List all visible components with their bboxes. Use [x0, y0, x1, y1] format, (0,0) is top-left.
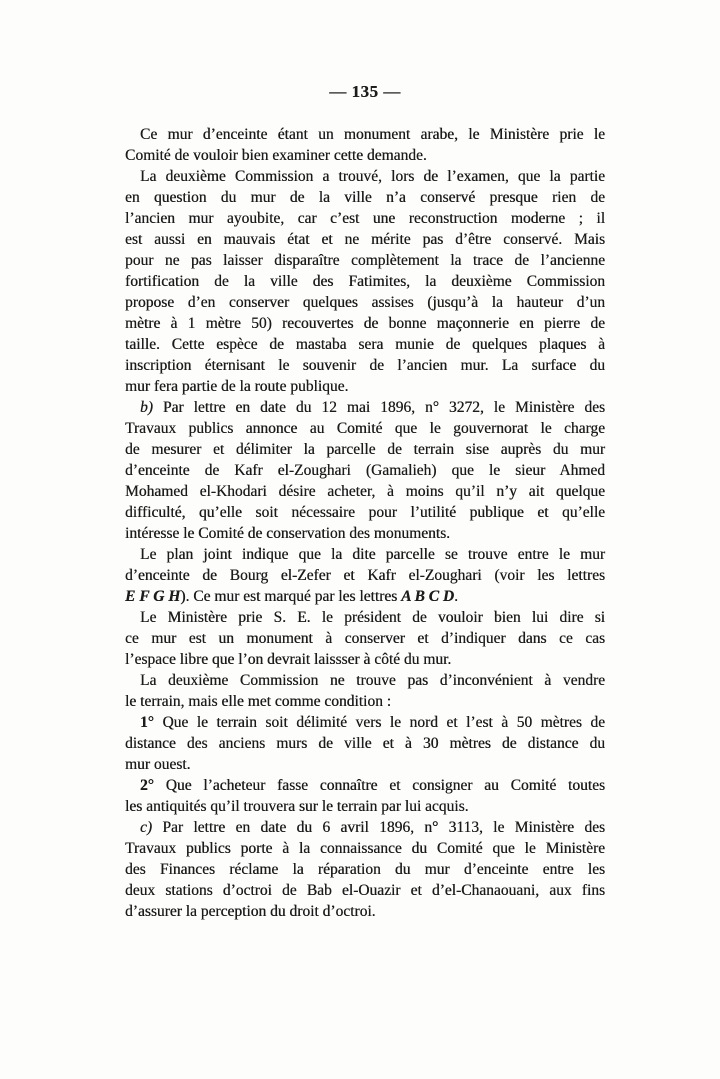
- text-segment: Travaux publics annonce au Comité que le gouvernorat le charge: [125, 420, 605, 437]
- text-line: [125, 649, 605, 670]
- paragraph: [125, 397, 605, 544]
- text-segment: La deuxième Commission ne trouve pas d’inconvénient à vendre: [140, 672, 605, 689]
- text-segment: inscription éternisant le souvenir de l’ancien mur. La surface du: [125, 357, 605, 374]
- text-segment: Que l’acheteur fasse connaître et consigner au Comité toutes: [165, 777, 605, 794]
- text-line: [125, 691, 605, 712]
- text-line: [125, 250, 605, 271]
- text-segment: ce mur est un monument à conserver et d’indiquer dans ce cas: [125, 630, 605, 647]
- text-segment: l’espace libre que l’on devrait laissser à côté du mur.: [125, 651, 452, 668]
- text-segment: mur fera partie de la route publique.: [125, 378, 349, 395]
- text-line: [125, 838, 605, 859]
- text-segment: difficulté, qu’elle soit nécessaire pour l’utilité publique et qu’elle: [125, 504, 605, 521]
- page-number: — 135 —: [329, 82, 401, 101]
- text-segment: taille. Cette espèce de mastaba sera munie de quelques plaques à: [125, 336, 605, 353]
- text-segment: Ce mur d’enceinte étant un monument arabe, le Ministère prie le: [140, 126, 605, 143]
- text-line: [125, 481, 605, 502]
- text-segment: ). Ce mur est marqué par les lettres: [180, 588, 402, 605]
- text-segment: les antiquités qu’il trouvera sur le terrain par lui acquis.: [125, 798, 469, 815]
- text-segment: d’assurer la perception du droit d’octroi.: [125, 903, 376, 920]
- text-segment: Comité de vouloir bien examiner cette demande.: [125, 147, 427, 164]
- paragraph: [125, 166, 605, 397]
- text-segment: E F G H: [125, 588, 181, 605]
- text-line: [125, 523, 605, 544]
- text-segment: pour ne pas laisser disparaître complètement la trace de l’ancienne: [125, 252, 605, 269]
- text-line: [125, 460, 605, 481]
- text-segment: propose d’en conserver quelques assises (jusqu’à la hauteur d’un: [125, 294, 605, 311]
- text-segment: deux stations d’octroi de Bab el-Ouazir et d’el-Chanaouani, aux fins: [125, 882, 605, 899]
- text-line: [125, 901, 605, 922]
- text-line: [125, 565, 605, 586]
- text-line: [125, 544, 605, 565]
- text-line: [125, 775, 605, 796]
- text-line: [125, 670, 605, 691]
- text-segment: fortification de la ville des Fatimites, la deuxième Commission: [125, 273, 605, 290]
- text-segment: distance des anciens murs de ville et à 30 mètres de distance du: [125, 735, 605, 752]
- paragraph: [125, 817, 605, 922]
- text-segment: est aussi en mauvais état et ne mérite pas d’être conservé. Mais: [125, 231, 605, 248]
- paragraph: [125, 670, 605, 712]
- paragraph: [125, 712, 605, 775]
- text-line: [125, 418, 605, 439]
- text-line: [125, 397, 605, 418]
- text-line: [125, 292, 605, 313]
- text-segment: de mesurer et délimiter la parcelle de terrain sise auprès du mur: [125, 441, 605, 458]
- text-segment: d’enceinte de Kafr el-Zoughari (Gamalieh) que le sieur Ahmed: [125, 462, 605, 479]
- text-line: [125, 607, 605, 628]
- text-segment: A B C D: [401, 588, 455, 605]
- text-line: [125, 334, 605, 355]
- text-segment: des Finances réclame la réparation du mur d’enceinte entre les: [125, 861, 605, 878]
- text-segment: mètre à 1 mètre 50) recouvertes de bonne maçonnerie en pierre de: [125, 315, 605, 332]
- text-segment: 1°: [140, 714, 163, 731]
- paragraph: [125, 607, 605, 670]
- text-line: [125, 355, 605, 376]
- text-segment: .: [454, 588, 458, 605]
- text-line: [125, 271, 605, 292]
- text-line: [125, 313, 605, 334]
- paragraph: [125, 544, 605, 607]
- text-line: [125, 376, 605, 397]
- text-line: [125, 628, 605, 649]
- text-line: [125, 124, 605, 145]
- paragraph: [125, 775, 605, 817]
- text-segment: 2°: [140, 777, 166, 794]
- paragraph: [125, 124, 605, 166]
- text-segment: Que le terrain soit délimité vers le nord et l’est à 50 mètres de: [162, 714, 605, 731]
- text-line: [125, 145, 605, 166]
- text-segment: le terrain, mais elle met comme condition :: [125, 693, 391, 710]
- text-segment: Travaux publics porte à la connaissance du Comité que le Ministère: [125, 840, 605, 857]
- text-segment: mur ouest.: [125, 756, 191, 773]
- text-segment: l’ancien mur ayoubite, car c’est une reconstruction moderne ; il: [125, 210, 605, 227]
- text-segment: intéresse le Comité de conservation des monuments.: [125, 525, 450, 542]
- text-line: [125, 796, 605, 817]
- text-line: [125, 229, 605, 250]
- text-segment: Par lettre en date du 12 mai 1896, n° 3272, le Ministère des: [162, 399, 606, 416]
- text-segment: Le plan joint indique que la dite parcelle se trouve entre le mur: [140, 546, 605, 563]
- text-segment: Par lettre en date du 6 avril 1896, n° 3113, le Ministère des: [162, 819, 605, 836]
- text-segment: d’enceinte de Bourg el-Zefer et Kafr el-Zoughari (voir les lettres: [125, 567, 605, 584]
- text-line: [125, 733, 605, 754]
- text-block: [125, 81, 605, 922]
- text-segment: La deuxième Commission a trouvé, lors de l’examen, que la partie: [140, 168, 605, 185]
- text-segment: Mohamed el-Khodari désire acheter, à moins qu’il n’y ait quelque: [125, 483, 605, 500]
- text-line: [125, 754, 605, 775]
- text-segment: b): [140, 399, 163, 416]
- text-segment: Le Ministère prie S. E. le président de vouloir bien lui dire si: [140, 609, 605, 626]
- text-line: [125, 166, 605, 187]
- text-line: [125, 586, 605, 607]
- text-line: [125, 502, 605, 523]
- text-line: [125, 712, 605, 733]
- text-segment: en question du mur de la ville n’a conservé presque rien de: [125, 189, 605, 206]
- text-line: [125, 208, 605, 229]
- paragraphs-container: [125, 124, 605, 922]
- text-line: [125, 439, 605, 460]
- text-line: [125, 859, 605, 880]
- text-segment: c): [140, 819, 163, 836]
- text-line: [125, 187, 605, 208]
- text-line: [125, 817, 605, 838]
- text-line: [125, 880, 605, 901]
